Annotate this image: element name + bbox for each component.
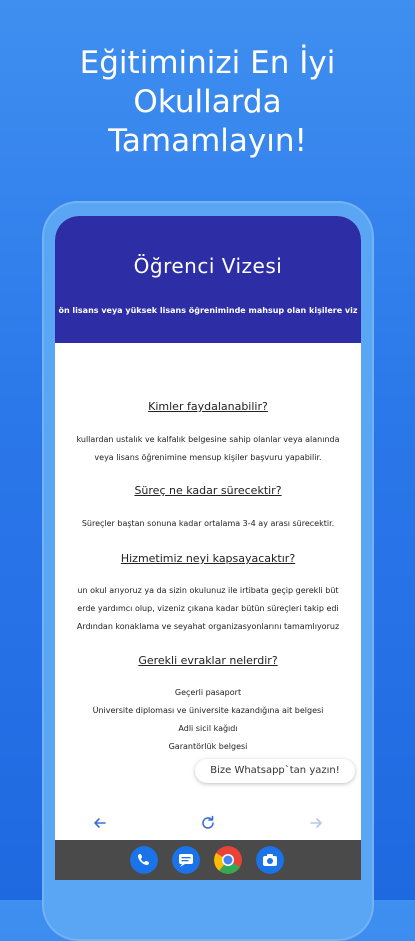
faq-question: Hizmetimiz neyi kapsayacaktır?	[120, 552, 296, 565]
document-item: Adli sicil kağıdı	[178, 724, 238, 733]
refresh-icon[interactable]	[198, 813, 218, 833]
headline-line-3: Tamamlayın!	[108, 123, 307, 159]
faq-answer-line: erde yardımcı olup, vizeniz çıkana kadar bütün süreçleri takip edi	[77, 604, 339, 613]
whatsapp-button[interactable]: Bize Whatsapp`tan yazın!	[195, 759, 355, 783]
app-dock	[55, 840, 361, 880]
phone-screen	[55, 216, 361, 880]
messages-app-icon[interactable]	[172, 846, 200, 874]
banner-title: Öğrenci Vizesi	[133, 254, 283, 278]
camera-app-icon[interactable]	[256, 846, 284, 874]
banner-subtitle: ön lisans veya yüksek lisans öğreniminde mahsup olan kişilere viz	[58, 306, 358, 315]
faq-answer-line: un okul arıyoruz ya da sizin okulunuz ile irtibata geçip gerekli büt	[77, 586, 339, 595]
headline-line-1: Eğitiminizi En İyi	[79, 45, 336, 81]
headline-line-2: Okullarda	[133, 84, 282, 120]
document-item: Üniversite diploması ve üniversite kazandığına ait belgesi	[92, 706, 324, 715]
document-item: Garantörlük belgesi	[168, 742, 248, 751]
browser-nav-bar	[55, 806, 361, 840]
faq-question: Kimler faydalanabilir?	[148, 400, 268, 413]
faq-question: Süreç ne kadar sürecektir?	[134, 484, 282, 497]
faq-question: Gerekli evraklar nelerdir?	[138, 654, 278, 667]
forward-arrow-icon[interactable]	[306, 813, 326, 833]
chrome-app-icon[interactable]	[214, 846, 242, 874]
faq-answer-line: Ardından konaklama ve seyahat organizasyonlarını tamamlıyoruz	[76, 622, 340, 631]
document-item: Geçerli pasaport	[174, 688, 242, 697]
faq-answer-line: kullardan ustalık ve kalfalık belgesine sahip olanlar veya alanında	[76, 435, 340, 444]
hero-banner	[55, 216, 361, 343]
phone-app-icon[interactable]	[130, 846, 158, 874]
faq-answer-line: Süreçler baştan sonuna kadar ortalama 3-4 ay arası sürecektir.	[81, 519, 335, 528]
back-arrow-icon[interactable]	[90, 813, 110, 833]
promo-headline	[0, 44, 415, 161]
faq-answer-line: veya lisans öğrenimine mensup kişiler başvuru yapabilir.	[94, 453, 322, 462]
